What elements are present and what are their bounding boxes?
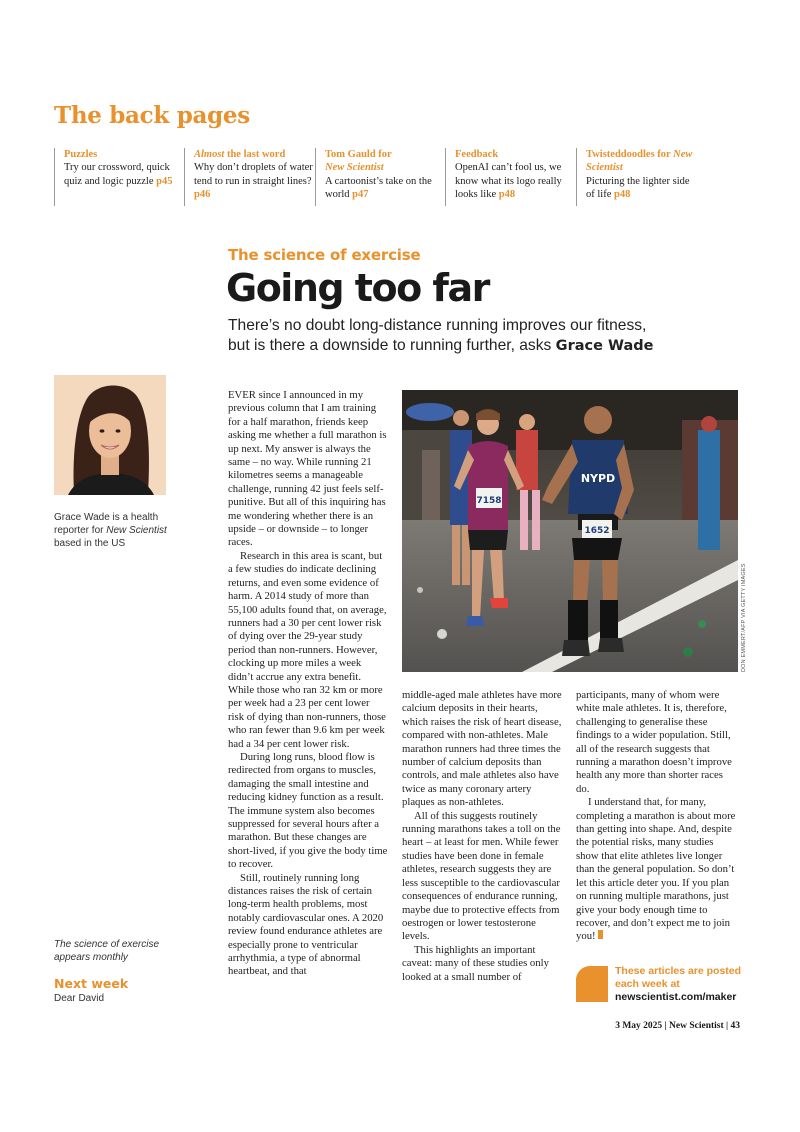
promo-link[interactable]: newscientist.com/maker: [615, 991, 737, 1003]
nav-page: p45: [156, 175, 173, 187]
body-paragraph: This highlights an important caveat: many of these studies only looked at a small number of: [402, 943, 549, 983]
promo-badge-icon: [576, 966, 608, 1002]
nav-title: Twisteddoodles for New Scientist: [586, 149, 693, 174]
section-title: The back pages: [54, 102, 250, 129]
body-paragraph: During long runs, blood flow is redirected from organs to muscles, damaging the small intestine and reducing kidney function as a result. The immune system also becomes suppressed for several hours after a marathon. But these changes are short-lived, if you give the body time to recover.: [228, 750, 388, 871]
nav-page: p48: [498, 189, 516, 201]
nav-text: OpenAI can’t fool us, we know what its logo really looks like: [455, 162, 562, 201]
promo-text: These articles are posted each week at newscientist.com/maker: [615, 965, 742, 1003]
author-photo: [54, 375, 166, 495]
nav-item-feedback[interactable]: [445, 148, 575, 206]
body-paragraph: Still, routinely running long distances raises the risk of certain long-term health problems, most notably cardiovascular ones. A 2020 review found endurance athletes are especially prone to ventricular arrhythmia, a type of abnormal heartbeat, and that: [228, 871, 384, 978]
next-week-title: Dear David: [54, 993, 105, 1004]
bib-number-left: 7158: [476, 496, 502, 506]
body-column-2: [402, 689, 562, 984]
nav-text: Picturing the lighter side of life: [586, 175, 690, 201]
series-note: The science of exercise appears monthly: [54, 939, 160, 963]
body-column-1: [228, 389, 388, 979]
nav-text: Why don’t droplets of water tend to run in straight lines?: [194, 162, 313, 187]
body-paragraph: All of this suggests routinely running marathons takes a toll on the heart – at least for men. While fewer studies have been done in female athletes, research suggests they are less susceptible to the cardiovascular consequences of endurance running, maybe due to protective effects from oestrogen or lower testosterone levels.: [402, 809, 561, 943]
nav-item-twisteddoodles[interactable]: [576, 148, 700, 206]
article-standfirst: There’s no doubt long-distance running improves our fitness, but is there a downside to running further, asks Grace Wade: [228, 317, 654, 354]
back-pages-nav: [54, 148, 754, 208]
body-paragraph: participants, many of whom were white male athletes. It is, therefore, challenging to generalise these findings to a wider population. Still, all of the research suggests that running a marathon doesn’t improve health any more than shorter races do.: [576, 689, 732, 795]
article-kicker: The science of exercise: [228, 246, 421, 264]
next-week-label: Next week: [54, 976, 129, 991]
nav-title: Feedback: [455, 149, 499, 160]
bib-number-right: 1652: [584, 526, 610, 536]
body-column-3: [576, 689, 736, 944]
nav-page: p48: [614, 189, 631, 201]
author-caption: Grace Wade is a health reporter for New Scientist based in the US: [54, 512, 167, 549]
author-name: Grace Wade: [555, 338, 654, 354]
article-headline: Going too far: [226, 266, 489, 310]
end-mark-icon: [598, 930, 603, 939]
nav-text: A cartoonist’s take on the world: [325, 175, 432, 201]
body-paragraph: I understand that, for many, completing a marathon is about more than getting into shape. And, despite the potential risks, many studies show that elite athletes live longer than the general population. So don’t let this article deter you. If you plan on running multiple marathons, just give your body enough time to recover, and don’t expect me to join you!: [576, 796, 736, 943]
nav-title: Tom Gauld for New Scientist: [325, 149, 392, 174]
nav-title: Almost the last word: [194, 149, 286, 160]
nav-text: Try our crossword, quick quiz and logic puzzle: [64, 162, 170, 187]
nav-item-last-word[interactable]: [184, 148, 316, 206]
nav-page: p47: [352, 189, 369, 201]
body-paragraph: Research in this area is scant, but a few studies do indicate declining returns, and even some evidence of harm. A 2014 study of more than 55,100 adults found that, on average, runners had a 30 per cent lower risk of dying over the 29-year study period than non-runners. However, clocking up more miles a week didn’t accrue any extra benefit. While those who ran 32 km or more per week had a 23 per cent lower risk of dying than non-runners, those who ran fewer than 9.6 km per week had a 34 per cent lower risk.: [228, 549, 387, 750]
shirt-text: NYPD: [580, 472, 616, 485]
nav-item-puzzles[interactable]: [54, 148, 186, 206]
photo-credit: DON EMMERT/AFP VIA GETTY IMAGES: [741, 563, 747, 672]
page-folio: 3 May 2025 | New Scientist | 43: [615, 1021, 740, 1031]
marathon-photo: [402, 390, 738, 672]
nav-page: p46: [194, 189, 211, 201]
nav-title: Puzzles: [64, 149, 98, 160]
body-paragraph: EVER since I announced in my previous column that I am training for a half marathon, friends keep asking me whether a full marathon is up next. My answer is always the same – no way. While running 21 kilometres seems a manageable challenge, running 42 just feels self-punitive. But all of this inquiring has me wondering whether there is an upside – or downside – to longer races.: [228, 389, 387, 549]
body-paragraph: middle-aged male athletes have more calcium deposits in their hearts, which raises the risk of heart disease, compared with non-athletes. Male marathon runners had three times the number of calcium deposits than controls, and male athletes also have twice as many coronary artery plaques as non-athletes.: [402, 689, 562, 809]
nav-item-tom-gauld[interactable]: [315, 148, 445, 206]
